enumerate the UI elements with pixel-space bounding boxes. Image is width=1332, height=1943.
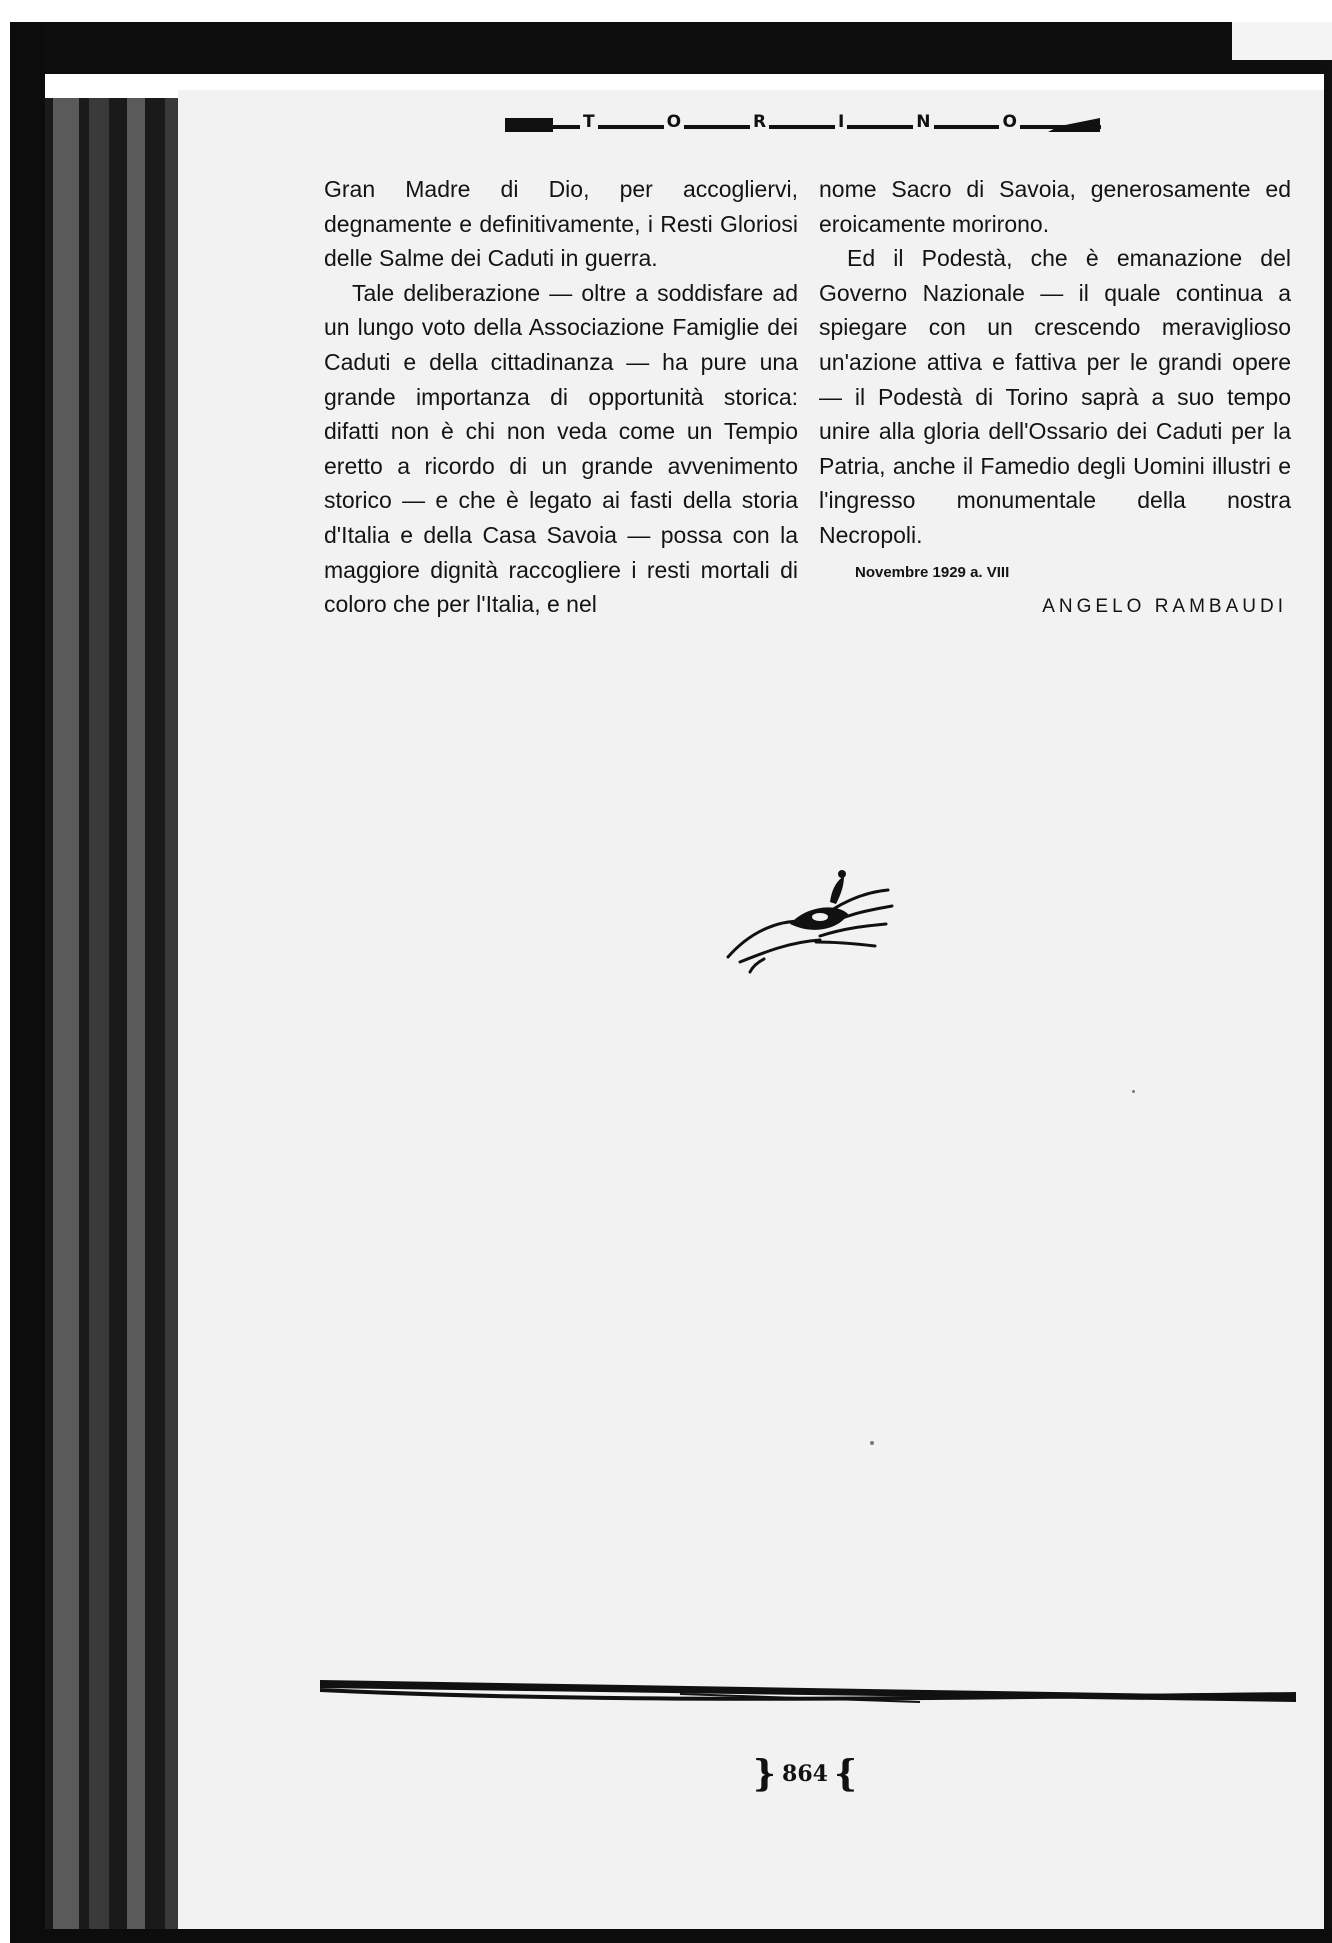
binding-stripe	[79, 98, 89, 1929]
binding-stripe	[109, 98, 127, 1929]
author-signature: ANGELO RAMBAUDI	[1042, 595, 1287, 617]
brace-left: }	[752, 1753, 777, 1795]
header-letter: O	[999, 112, 1019, 132]
paragraph: Ed il Podestà, che è emanazione del Governo Nazionale — il quale continua a spiegare con un crescendo meraviglioso un'azione attiva e fattiva per le grandi opere — il Podestà di Torino saprà a suo tempo unire alla gloria dell'Ossario dei Caduti per la Patria, anche il Famedio degli Uomini illustri e l'ingresso monumentale della nostra Necropoli.	[819, 245, 1291, 548]
paragraph: Tale deliberazione — oltre a soddisfare ad un lungo voto della Associazione Famiglie dei Caduti e della cittadinanza — ha pure una grande importanza di opportunità storica: difatti non è chi non veda come un Tempio eretto a ricordo di un grande avvenimento storico — e che è legato ai fasti della storia d'Italia e della Casa Savoia — possa con la maggiore dignità raccogliere i resti mortali di coloro che per l'Italia, e nel	[324, 279, 798, 618]
page-number-block	[740, 1754, 870, 1794]
scan-frame-notch	[1232, 22, 1332, 60]
scan-frame-right	[1324, 60, 1332, 1943]
header-letter: O	[664, 112, 684, 132]
header-letter: R	[750, 112, 769, 132]
bird-in-hand-ornament-icon	[720, 862, 900, 982]
scan-speck	[870, 1441, 874, 1445]
binding-stripe	[53, 98, 79, 1929]
paragraph: Gran Madre di Dio, per accogliervi, degnamente e definitivamente, i Resti Gloriosi delle Salme dei Caduti in guerra.	[324, 176, 798, 272]
binding-stripe	[165, 98, 178, 1929]
scan-frame-left	[10, 22, 45, 1943]
binding-stripe	[89, 98, 109, 1929]
dateline: Novembre 1929 a. VIII	[855, 563, 1010, 581]
binding-stripe	[127, 98, 145, 1929]
scan-speck	[1132, 1090, 1135, 1093]
header-letter: N	[913, 112, 933, 132]
binding-stripe	[45, 98, 53, 1929]
paragraph: nome Sacro di Savoia, generosamente ed eroicamente morirono.	[819, 176, 1291, 237]
brace-right: {	[833, 1753, 858, 1795]
header-letter: T	[580, 112, 598, 132]
right-column	[819, 172, 1291, 625]
running-header-title	[540, 112, 1060, 132]
scan-frame-top	[10, 22, 1332, 74]
page-number: 864	[782, 1761, 828, 1787]
left-column	[324, 172, 798, 622]
footer-rule	[320, 1674, 1296, 1714]
scan-frame-bottom	[10, 1929, 1332, 1943]
header-letter: I	[835, 112, 847, 132]
binding-stripe	[145, 98, 165, 1929]
